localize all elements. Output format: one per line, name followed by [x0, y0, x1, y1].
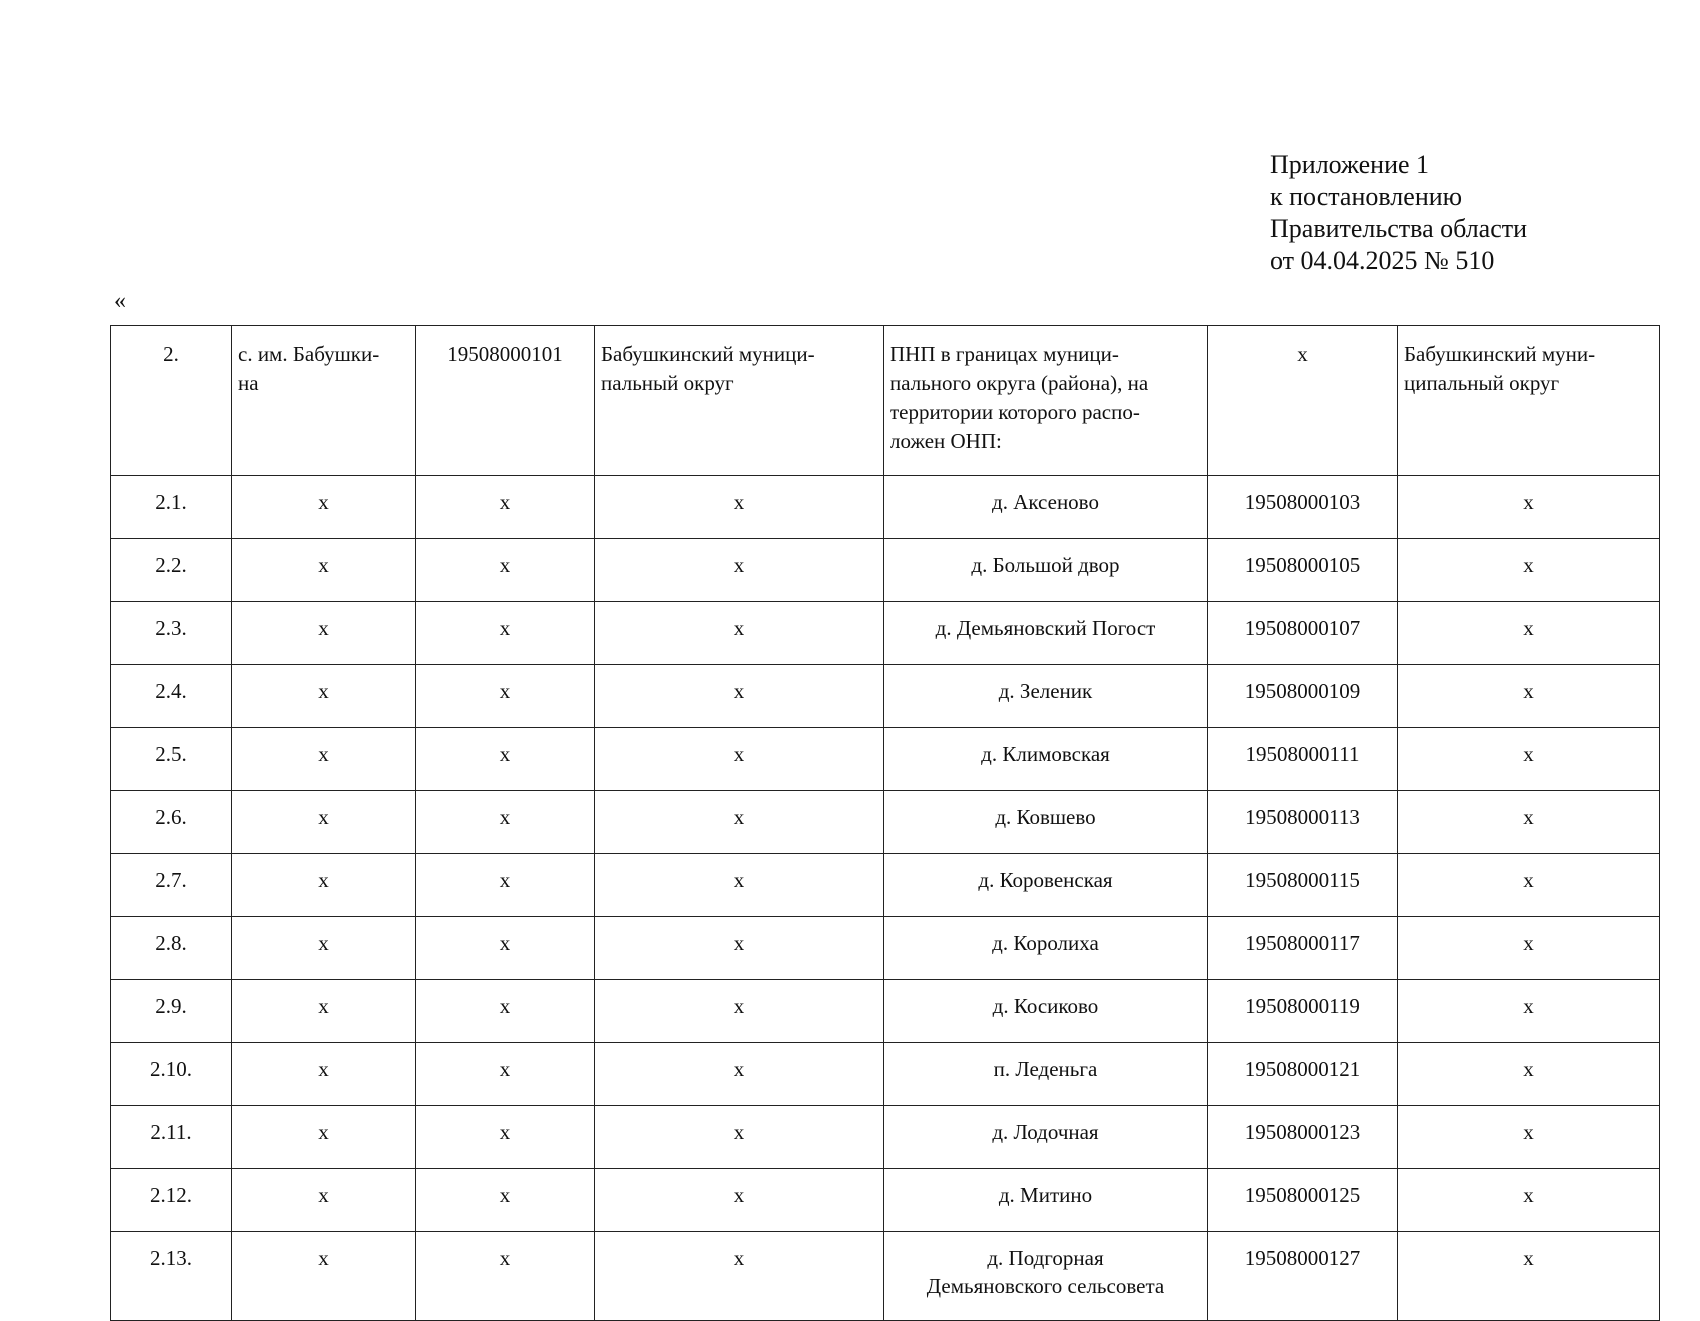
table-row: [111, 539, 1660, 602]
x-mark-cell: х: [232, 665, 416, 728]
x-mark-cell: х: [232, 791, 416, 854]
x-mark-cell: х: [232, 917, 416, 980]
x-mark-cell: х: [1398, 476, 1660, 539]
code-cell: 19508000107: [1208, 602, 1398, 665]
x-mark-cell: х: [1398, 854, 1660, 917]
x-mark-cell: х: [1398, 728, 1660, 791]
x-mark-cell: х: [416, 728, 595, 791]
table-row: [111, 854, 1660, 917]
code-cell: 19508000105: [1208, 539, 1398, 602]
settlement-name-line: Демьяновского сельсовета: [926, 1274, 1165, 1298]
code-cell: 19508000115: [1208, 854, 1398, 917]
x-mark-cell: х: [595, 665, 884, 728]
table-row: [111, 665, 1660, 728]
x-mark-cell: х: [416, 917, 595, 980]
code-cell: 19508000111: [1208, 728, 1398, 791]
table-row: [111, 476, 1660, 539]
code-cell: 19508000125: [1208, 1169, 1398, 1232]
settlement-name-cell: [884, 1232, 1208, 1321]
x-mark-cell: х: [1398, 1043, 1660, 1106]
row-number-cell: 2.7.: [111, 854, 232, 917]
x-mark-cell: х: [232, 602, 416, 665]
code-cell: 19508000121: [1208, 1043, 1398, 1106]
x-mark-cell: х: [232, 1106, 416, 1169]
table-row: [111, 1106, 1660, 1169]
x-mark-cell: х: [595, 980, 884, 1043]
row-number-cell: 2.10.: [111, 1043, 232, 1106]
table-row: [111, 1232, 1660, 1321]
description-line: территории которого распо-: [890, 400, 1140, 424]
settlement-name-cell: д. Королиха: [884, 917, 1208, 980]
x-mark-cell: х: [1398, 1169, 1660, 1232]
x-mark-cell: х: [232, 1232, 416, 1321]
x-mark-cell: х: [416, 476, 595, 539]
table-row: [111, 1043, 1660, 1106]
settlement-name-cell: д. Аксеново: [884, 476, 1208, 539]
x-mark-cell: х: [595, 854, 884, 917]
x-mark-cell: х: [416, 791, 595, 854]
appendix-header: [1270, 149, 1527, 277]
x-mark-cell: х: [595, 1043, 884, 1106]
row-number-cell: 2.: [111, 326, 232, 476]
settlement-cell: [232, 326, 416, 476]
x-mark-cell: х: [1398, 917, 1660, 980]
x-mark-cell: х: [595, 791, 884, 854]
x-mark-cell: х: [595, 539, 884, 602]
x-mark-cell: х: [232, 980, 416, 1043]
row-number-cell: 2.5.: [111, 728, 232, 791]
x-mark-cell: х: [232, 1169, 416, 1232]
code-cell: 19508000113: [1208, 791, 1398, 854]
x-mark-cell: х: [1398, 791, 1660, 854]
x-mark-cell: х: [595, 602, 884, 665]
appendix-title: Приложение 1: [1270, 150, 1430, 179]
settlement-name-cell: д. Лодочная: [884, 1106, 1208, 1169]
row-number-cell: 2.6.: [111, 791, 232, 854]
row-number-cell: 2.1.: [111, 476, 232, 539]
table-row: [111, 1169, 1660, 1232]
code-cell: 19508000119: [1208, 980, 1398, 1043]
x-mark-cell: х: [416, 1232, 595, 1321]
row-number-cell: 2.11.: [111, 1106, 232, 1169]
settlement-name-line: д. Подгорная: [987, 1246, 1104, 1270]
table-row: [111, 728, 1660, 791]
municipality-line: Бабушкинский муници-: [601, 342, 815, 366]
x-mark-cell: х: [1398, 539, 1660, 602]
x-mark-cell: х: [416, 1169, 595, 1232]
table-row: [111, 602, 1660, 665]
settlement-name-cell: д. Коровенская: [884, 854, 1208, 917]
x-mark-cell: х: [232, 539, 416, 602]
district-cell: [1398, 326, 1660, 476]
code-cell: 19508000117: [1208, 917, 1398, 980]
x-mark-cell: х: [232, 728, 416, 791]
x-mark-cell: х: [595, 728, 884, 791]
x-mark-cell: х: [1398, 980, 1660, 1043]
x-mark-cell: х: [595, 1232, 884, 1321]
x-mark-cell: х: [595, 476, 884, 539]
code-cell: 19508000103: [1208, 476, 1398, 539]
table-row: [111, 326, 1660, 476]
x-mark-cell: х: [1208, 326, 1398, 476]
municipality-line: пальный округ: [601, 371, 734, 395]
appendix-issuer: Правительства области: [1270, 214, 1528, 243]
opening-quote: «: [114, 288, 126, 314]
description-line: ПНП в границах муници-: [890, 342, 1119, 366]
x-mark-cell: х: [232, 1043, 416, 1106]
code-cell: 19508000123: [1208, 1106, 1398, 1169]
appendix-subtitle: к постановлению: [1270, 182, 1463, 211]
code-cell: 19508000101: [416, 326, 595, 476]
settlement-name-cell: д. Зеленик: [884, 665, 1208, 728]
row-number-cell: 2.2.: [111, 539, 232, 602]
table-row: [111, 980, 1660, 1043]
code-cell: 19508000109: [1208, 665, 1398, 728]
x-mark-cell: х: [416, 1043, 595, 1106]
settlement-line: на: [238, 371, 259, 395]
settlement-name-cell: п. Леденьга: [884, 1043, 1208, 1106]
x-mark-cell: х: [416, 602, 595, 665]
row-number-cell: 2.13.: [111, 1232, 232, 1321]
row-number-cell: 2.3.: [111, 602, 232, 665]
x-mark-cell: х: [416, 980, 595, 1043]
x-mark-cell: х: [1398, 1232, 1660, 1321]
description-line: пального округа (района), на: [890, 371, 1149, 395]
x-mark-cell: х: [1398, 665, 1660, 728]
code-cell: 19508000127: [1208, 1232, 1398, 1321]
x-mark-cell: х: [416, 665, 595, 728]
district-line: Бабушкинский муни-: [1404, 342, 1596, 366]
settlements-table: [110, 325, 1660, 1321]
municipality-cell: [595, 326, 884, 476]
settlement-name-cell: д. Большой двор: [884, 539, 1208, 602]
settlement-name-cell: д. Митино: [884, 1169, 1208, 1232]
x-mark-cell: х: [232, 476, 416, 539]
settlement-name-cell: д. Ковшево: [884, 791, 1208, 854]
description-cell: [884, 326, 1208, 476]
description-line: ложен ОНП:: [890, 429, 1002, 453]
table-row: [111, 917, 1660, 980]
x-mark-cell: х: [416, 1106, 595, 1169]
row-number-cell: 2.12.: [111, 1169, 232, 1232]
row-number-cell: 2.8.: [111, 917, 232, 980]
settlement-name-cell: д. Демьяновский Погост: [884, 602, 1208, 665]
settlement-name-cell: д. Климовская: [884, 728, 1208, 791]
district-line: ципальный округ: [1404, 371, 1560, 395]
row-number-cell: 2.4.: [111, 665, 232, 728]
x-mark-cell: х: [595, 1106, 884, 1169]
settlement-name-cell: д. Косиково: [884, 980, 1208, 1043]
x-mark-cell: х: [595, 1169, 884, 1232]
x-mark-cell: х: [1398, 1106, 1660, 1169]
x-mark-cell: х: [595, 917, 884, 980]
settlement-line: с. им. Бабушки-: [238, 342, 380, 366]
x-mark-cell: х: [1398, 602, 1660, 665]
x-mark-cell: х: [416, 539, 595, 602]
appendix-date-number: от 04.04.2025 № 510: [1270, 246, 1495, 275]
row-number-cell: 2.9.: [111, 980, 232, 1043]
table-row: [111, 791, 1660, 854]
x-mark-cell: х: [416, 854, 595, 917]
x-mark-cell: х: [232, 854, 416, 917]
